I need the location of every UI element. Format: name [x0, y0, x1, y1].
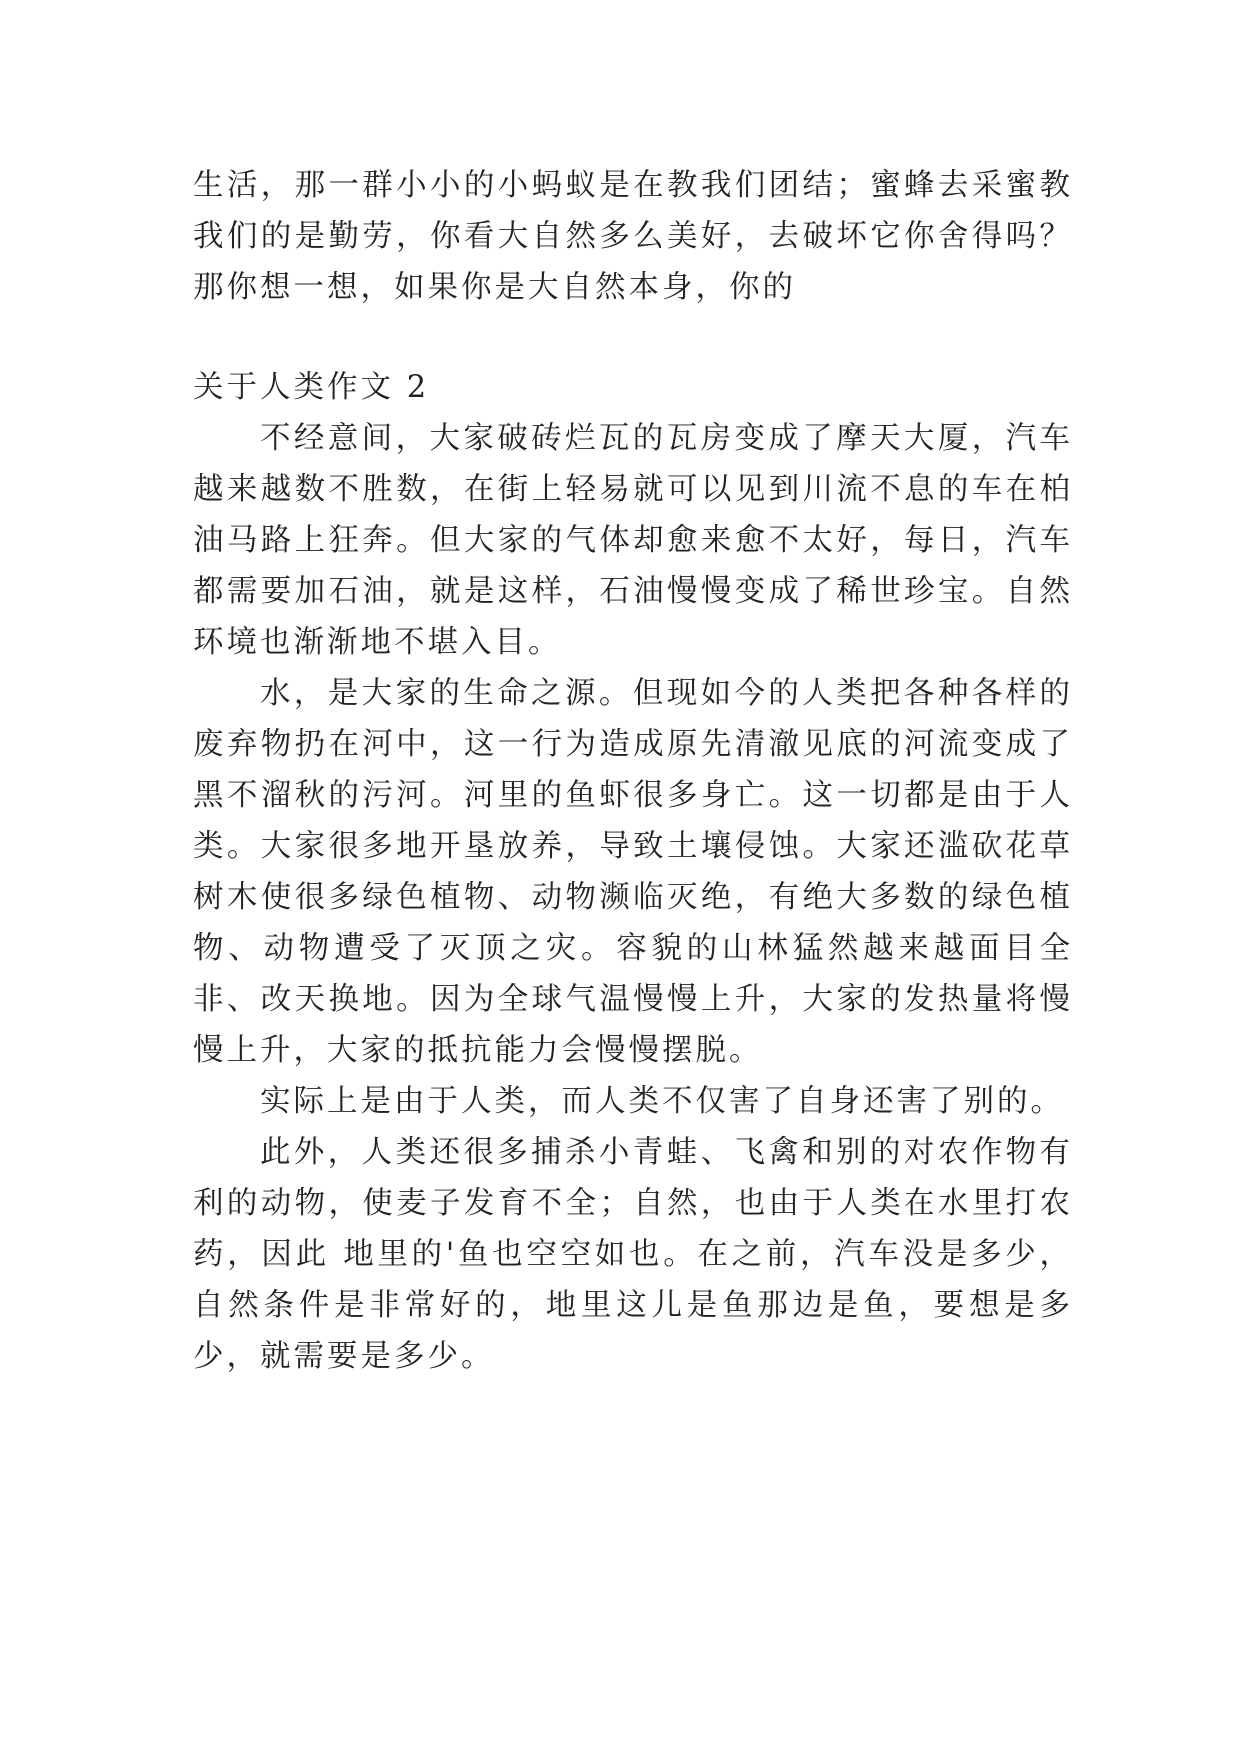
intro-paragraph: 生活，那一群小小的小蚂蚁是在教我们团结；蜜蜂去采蜜教我们的是勤劳，你看大自然多么美好，去破坏它你舍得吗？那你想一想，如果你是大自然本身，你的 [193, 168, 1073, 305]
body-paragraph-4: 此外，人类还很多捕杀小青蛙、飞禽和别的对农作物有利的动物，使麦子发育不全；自然，也由于人类在水里打农药，因此 地里的'鱼也空空如也。在之前，汽车没是多少，自然条件是非常好的，地里这儿是鱼那边是鱼，要想是多少，就需要是多少。 [193, 1135, 1073, 1374]
section-title: 关于人类作文 2 [193, 370, 430, 405]
document-body [193, 160, 1073, 1382]
body-paragraph-3: 实际上是由于人类，而人类不仅害了自身还害了别的。 [260, 1084, 1064, 1119]
body-paragraph-2: 水，是大家的生命之源。但现如今的人类把各种各样的废弃物扔在河中，这一行为造成原先清澈见底的河流变成了黑不溜秋的污河。河里的鱼虾很多身亡。这一切都是由于人类。大家很多地开垦放养，导致土壤侵蚀。大家还滥砍花草树木使很多绿色植物、动物濒临灭绝，有绝大多数的绿色植物、动物遭受了灭顶之灾。容貌的山林猛然越来越面目全非、改天换地。因为全球气温慢慢上升，大家的发热量将慢慢上升，大家的抵抗能力会慢慢摆脱。 [193, 676, 1073, 1068]
body-paragraph-1: 不经意间，大家破砖烂瓦的瓦房变成了摩天大厦，汽车越来越数不胜数，在街上轻易就可以见到川流不息的车在柏油马路上狂奔。但大家的气体却愈来愈不太好，每日，汽车都需要加石油，就是这样，石油慢慢变成了稀世珍宝。自然环境也渐渐地不堪入目。 [193, 421, 1073, 660]
